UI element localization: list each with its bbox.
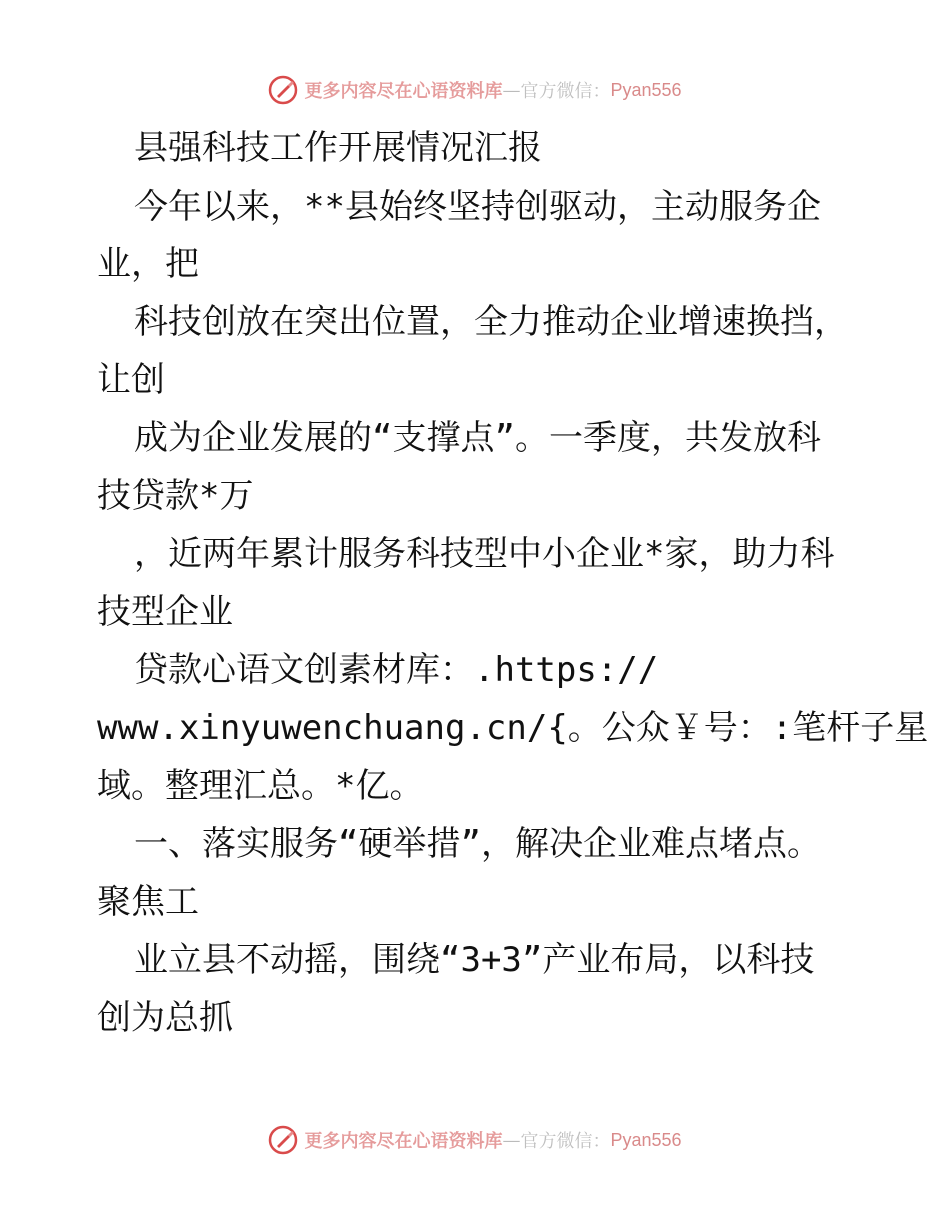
doc-line: 域。整理汇总。*亿。 bbox=[97, 766, 424, 806]
doc-line: 业，把 bbox=[97, 244, 199, 284]
header-watermark bbox=[0, 70, 950, 110]
doc-line: 贷款心语文创素材库：.https:// bbox=[134, 650, 659, 690]
doc-line: 技贷款*万 bbox=[97, 476, 254, 516]
doc-line: 让创 bbox=[97, 360, 165, 400]
doc-line: 科技创放在突出位置，全力推动企业增速换挡， bbox=[134, 302, 848, 342]
watermark-account: Pyan556 bbox=[610, 1129, 682, 1150]
watermark-sub-text: 官方微信： bbox=[520, 1131, 611, 1152]
watermark-separator: — bbox=[502, 1129, 521, 1151]
doc-line: 成为企业发展的“支撑点”。一季度，共发放科 bbox=[134, 418, 821, 458]
watermark-account: Pyan556 bbox=[610, 79, 682, 100]
pen-nib-logo-icon bbox=[268, 75, 298, 105]
doc-line: 业立县不动摇，围绕“3+3”产业布局，以科技 bbox=[134, 940, 815, 980]
doc-line: 创为总抓 bbox=[97, 998, 233, 1038]
doc-line: ，近两年累计服务科技型中小企业*家，助力科 bbox=[134, 534, 835, 574]
doc-line: 一、落实服务“硬举措”，解决企业难点堵点。 bbox=[134, 824, 821, 864]
watermark-sub-text: 官方微信： bbox=[520, 81, 611, 102]
pen-nib-logo-icon bbox=[268, 1125, 298, 1155]
doc-line: www.xinyuwenchuang.cn/{。公众￥号：:笔杆子星 bbox=[97, 708, 929, 748]
doc-line: 技型企业 bbox=[97, 592, 233, 632]
doc-title: 县强科技工作开展情况汇报 bbox=[134, 128, 542, 168]
watermark-separator: — bbox=[502, 79, 521, 101]
footer-watermark bbox=[0, 1120, 950, 1160]
watermark-main-text: 更多内容尽在心语资料库 bbox=[304, 81, 503, 102]
watermark-main-text: 更多内容尽在心语资料库 bbox=[304, 1131, 503, 1152]
doc-line: 聚焦工 bbox=[97, 882, 199, 922]
doc-line: 今年以来，**县始终坚持创驱动，主动服务企 bbox=[134, 187, 821, 227]
